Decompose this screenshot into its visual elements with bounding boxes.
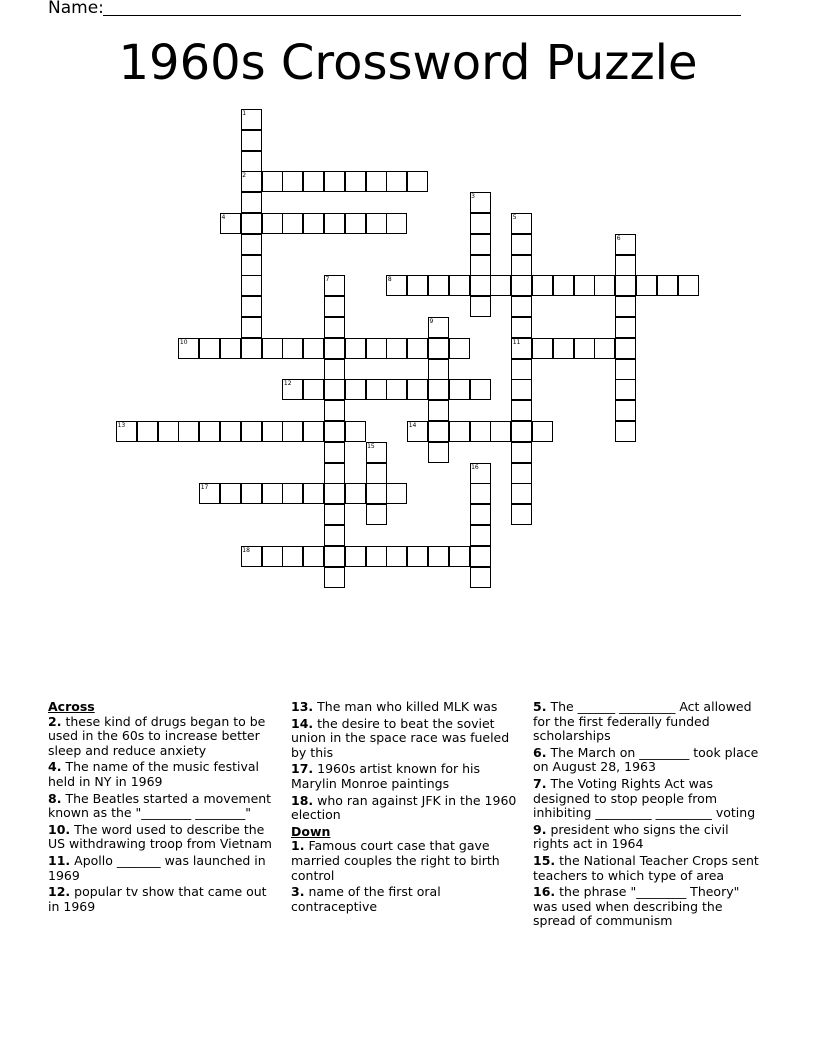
- grid-cell[interactable]: [386, 213, 407, 234]
- grid-cell[interactable]: [386, 338, 407, 359]
- clue-number: 10: [179, 338, 188, 346]
- grid-cell[interactable]: [303, 483, 324, 504]
- down-clue: 9. president who signs the civil rights act in 1964: [533, 821, 729, 852]
- across-clue: 10. The word used to describe the US withdrawing troop from Vietnam: [48, 821, 272, 852]
- grid-cell[interactable]: [282, 213, 303, 234]
- grid-cell[interactable]: [199, 338, 220, 359]
- grid-cell[interactable]: [511, 483, 532, 504]
- clue-number: 2: [242, 172, 247, 180]
- grid-cell[interactable]: [511, 504, 532, 525]
- grid-cell[interactable]: [511, 442, 532, 463]
- clue-number: 5: [512, 214, 517, 221]
- clue-number: 15: [367, 442, 375, 450]
- page-title: 1960s Crossword Puzzle: [118, 35, 698, 91]
- across-heading: Across: [48, 699, 95, 714]
- grid-cell[interactable]: [615, 275, 636, 296]
- clue-number: 11: [512, 338, 521, 346]
- across-clue: 12. popular tv show that came out in 1969: [48, 884, 267, 914]
- grid-cell[interactable]: [324, 171, 345, 192]
- grid-cell[interactable]: [615, 255, 636, 276]
- grid-cell[interactable]: [386, 379, 407, 400]
- grid-cell[interactable]: [511, 234, 532, 255]
- down-clue: 1. Famous court case that gave married couples the right to birth control: [291, 838, 500, 883]
- grid-cell[interactable]: [282, 421, 303, 442]
- grid-cell[interactable]: [407, 338, 428, 359]
- across-clue: 14. the desire to beat the soviet union in the space race was fueled by this: [291, 715, 510, 760]
- grid-cell[interactable]: [366, 483, 387, 504]
- clue-number: 12: [283, 380, 292, 388]
- grid-cell[interactable]: [532, 275, 553, 296]
- grid-cell[interactable]: [511, 379, 532, 400]
- grid-cell[interactable]: [470, 483, 491, 504]
- across-clue: 18. who ran against JFK in the 1960 election: [291, 792, 517, 823]
- grid-cell[interactable]: [470, 504, 491, 525]
- grid-cell[interactable]: [345, 213, 366, 234]
- grid-cell[interactable]: [366, 504, 387, 525]
- grid-cell[interactable]: [615, 421, 636, 442]
- grid-cell[interactable]: [407, 421, 428, 442]
- grid-cell[interactable]: [241, 275, 262, 296]
- grid-cell[interactable]: [241, 213, 262, 234]
- grid-cell[interactable]: [470, 463, 491, 484]
- grid-cell[interactable]: [262, 546, 283, 567]
- grid-cell[interactable]: [324, 567, 345, 588]
- grid-cell[interactable]: [241, 483, 262, 504]
- across-clue: 4. The name of the music festival held in NY in 1969: [48, 759, 260, 789]
- down-clue: 6. The March on ________ took place on August 28, 1963: [533, 744, 759, 775]
- clue-number: 18: [242, 546, 250, 554]
- grid-cell[interactable]: [220, 338, 241, 359]
- grid-cell[interactable]: [262, 171, 283, 192]
- grid-cell[interactable]: [220, 213, 241, 234]
- grid-cell[interactable]: [324, 213, 345, 234]
- grid-cell[interactable]: [511, 400, 532, 421]
- grid-cell[interactable]: [490, 421, 511, 442]
- grid-cell[interactable]: [324, 483, 345, 504]
- grid-cell[interactable]: [511, 213, 532, 234]
- clue-number: 1: [242, 110, 247, 117]
- grid-cell[interactable]: [428, 338, 449, 359]
- grid-cell[interactable]: [428, 317, 449, 338]
- grid-cell[interactable]: [324, 463, 345, 484]
- down-clue: 16. the phrase "________ Theory" was used when describing the spread of communism: [533, 884, 740, 929]
- grid-cell[interactable]: [470, 275, 491, 296]
- grid-cell[interactable]: [241, 421, 262, 442]
- down-clue: 15. the National Teacher Crops sent teachers to which type of area: [533, 852, 759, 883]
- grid-cell[interactable]: [678, 275, 699, 296]
- grid-cell[interactable]: [511, 275, 532, 296]
- grid-cell[interactable]: [345, 483, 366, 504]
- grid-cell[interactable]: [490, 275, 511, 296]
- grid-cell[interactable]: [241, 338, 262, 359]
- grid-cell[interactable]: [282, 546, 303, 567]
- grid-cell[interactable]: [241, 171, 262, 192]
- grid-cell[interactable]: [282, 338, 303, 359]
- clues-column-3: [533, 700, 765, 931]
- down-clue: 5. The ______ _________ Act allowed for the first federally funded scholarships: [533, 699, 752, 744]
- across-clue: 11. Apollo _______ was launched in 1969: [48, 852, 266, 883]
- grid-cell[interactable]: [324, 421, 345, 442]
- grid-cell[interactable]: [345, 421, 366, 442]
- grid-cell[interactable]: [428, 379, 449, 400]
- grid-cell[interactable]: [303, 213, 324, 234]
- grid-cell[interactable]: [449, 338, 470, 359]
- name-label: Name:: [48, 0, 104, 18]
- grid-cell[interactable]: [470, 296, 491, 317]
- across-clue: 8. The Beatles started a movement known as the "________ ________": [48, 790, 272, 821]
- down-clue: 7. The Voting Rights Act was designed to stop people from inhibiting _________ _________ voting: [533, 775, 756, 821]
- grid-cell[interactable]: [532, 421, 553, 442]
- grid-cell[interactable]: [470, 255, 491, 276]
- clues-column-2: [291, 700, 523, 916]
- grid-cell[interactable]: [262, 338, 283, 359]
- grid-cell[interactable]: [282, 171, 303, 192]
- grid-cell[interactable]: [241, 151, 262, 172]
- grid-cell[interactable]: [407, 171, 428, 192]
- grid-cell[interactable]: [470, 567, 491, 588]
- grid-cell[interactable]: [345, 171, 366, 192]
- grid-cell[interactable]: [324, 296, 345, 317]
- grid-cell[interactable]: [511, 296, 532, 317]
- across-clue: 2. these kind of drugs began to be used in the 60s to increase better sleep and reduce anxiety: [48, 713, 266, 758]
- grid-cell[interactable]: [615, 317, 636, 338]
- grid-cell[interactable]: [282, 483, 303, 504]
- grid-cell[interactable]: [262, 213, 283, 234]
- grid-cell[interactable]: [241, 546, 262, 567]
- grid-cell[interactable]: [324, 359, 345, 380]
- grid-cell[interactable]: [366, 546, 387, 567]
- grid-cell[interactable]: [324, 442, 345, 463]
- grid-cell[interactable]: [470, 379, 491, 400]
- grid-cell[interactable]: [324, 338, 345, 359]
- grid-cell[interactable]: [345, 338, 366, 359]
- clue-number: 17: [200, 484, 209, 492]
- grid-cell[interactable]: [657, 275, 678, 296]
- grid-cell[interactable]: [407, 379, 428, 400]
- grid-cell[interactable]: [220, 483, 241, 504]
- grid-cell[interactable]: [241, 296, 262, 317]
- grid-cell[interactable]: [594, 275, 615, 296]
- grid-cell[interactable]: [324, 317, 345, 338]
- grid-cell[interactable]: [532, 338, 553, 359]
- grid-cell[interactable]: [615, 338, 636, 359]
- grid-cell[interactable]: [511, 255, 532, 276]
- grid-cell[interactable]: [615, 379, 636, 400]
- grid-cell[interactable]: [449, 421, 470, 442]
- grid-cell[interactable]: [345, 546, 366, 567]
- grid-cell[interactable]: [470, 234, 491, 255]
- down-clue: 3. name of the first oral contraceptive: [291, 884, 441, 914]
- grid-cell[interactable]: [116, 421, 137, 442]
- grid-cell[interactable]: [511, 317, 532, 338]
- grid-cell[interactable]: [449, 275, 470, 296]
- across-clue: 13. The man who killed MLK was: [291, 699, 498, 714]
- grid-cell[interactable]: [262, 483, 283, 504]
- grid-cell[interactable]: [615, 359, 636, 380]
- grid-cell[interactable]: [511, 463, 532, 484]
- grid-cell[interactable]: [345, 379, 366, 400]
- grid-cell[interactable]: [449, 546, 470, 567]
- grid-cell[interactable]: [636, 275, 657, 296]
- grid-cell[interactable]: [241, 317, 262, 338]
- grid-cell[interactable]: [241, 255, 262, 276]
- grid-cell[interactable]: [428, 442, 449, 463]
- grid-cell[interactable]: [511, 338, 532, 359]
- grid-cell[interactable]: [366, 338, 387, 359]
- grid-cell[interactable]: [615, 400, 636, 421]
- grid-cell[interactable]: [470, 525, 491, 546]
- grid-cell[interactable]: [449, 379, 470, 400]
- clue-number: 8: [387, 276, 392, 284]
- grid-cell[interactable]: [324, 504, 345, 525]
- clue-number: 13: [117, 422, 126, 429]
- grid-cell[interactable]: [324, 546, 345, 567]
- grid-cell[interactable]: [158, 421, 179, 442]
- grid-cell[interactable]: [366, 213, 387, 234]
- grid-cell[interactable]: [386, 546, 407, 567]
- grid-cell[interactable]: [303, 379, 324, 400]
- grid-cell[interactable]: [615, 234, 636, 255]
- grid-cell[interactable]: [407, 546, 428, 567]
- clue-number: 4: [221, 214, 226, 221]
- grid-cell[interactable]: [386, 171, 407, 192]
- grid-cell[interactable]: [178, 338, 199, 359]
- grid-cell[interactable]: [428, 400, 449, 421]
- grid-cell[interactable]: [282, 379, 303, 400]
- grid-cell[interactable]: [137, 421, 158, 442]
- grid-cell[interactable]: [574, 338, 595, 359]
- down-heading: Down: [291, 823, 331, 839]
- grid-cell[interactable]: [220, 421, 241, 442]
- clue-number: 16: [471, 463, 479, 471]
- grid-cell[interactable]: [241, 192, 262, 213]
- clue-number: 6: [616, 234, 621, 242]
- clue-number: 9: [429, 318, 434, 325]
- across-clue: 17. 1960s artist known for his Marylin Monroe paintings: [291, 761, 480, 791]
- grid-cell[interactable]: [615, 296, 636, 317]
- grid-cell[interactable]: [241, 130, 262, 151]
- grid-cell[interactable]: [470, 421, 491, 442]
- clues-column-1: [48, 700, 280, 916]
- grid-cell[interactable]: [199, 483, 220, 504]
- grid-cell[interactable]: [241, 234, 262, 255]
- grid-cell[interactable]: [428, 359, 449, 380]
- grid-cell[interactable]: [511, 421, 532, 442]
- grid-cell[interactable]: [199, 421, 220, 442]
- grid-cell[interactable]: [324, 525, 345, 546]
- grid-cell[interactable]: [324, 379, 345, 400]
- grid-cell[interactable]: [366, 442, 387, 463]
- grid-cell[interactable]: [553, 338, 574, 359]
- grid-cell[interactable]: [386, 483, 407, 504]
- grid-cell[interactable]: [324, 400, 345, 421]
- grid-cell[interactable]: [386, 275, 407, 296]
- grid-cell[interactable]: [303, 338, 324, 359]
- grid-cell[interactable]: [428, 546, 449, 567]
- grid-cell[interactable]: [303, 421, 324, 442]
- grid-cell[interactable]: [511, 359, 532, 380]
- clue-number: 3: [471, 193, 475, 201]
- grid-cell[interactable]: [178, 421, 199, 442]
- grid-cell[interactable]: [428, 421, 449, 442]
- grid-cell[interactable]: [470, 192, 491, 213]
- grid-cell[interactable]: [470, 546, 491, 567]
- grid-cell[interactable]: [241, 109, 262, 130]
- clue-number: 14: [408, 422, 417, 429]
- grid-cell[interactable]: [366, 379, 387, 400]
- grid-cell[interactable]: [366, 463, 387, 484]
- grid-cell[interactable]: [303, 171, 324, 192]
- grid-cell[interactable]: [262, 421, 283, 442]
- grid-cell[interactable]: [303, 546, 324, 567]
- grid-cell[interactable]: [553, 275, 574, 296]
- grid-cell[interactable]: [594, 338, 615, 359]
- clue-number: 7: [325, 276, 330, 284]
- grid-cell[interactable]: [428, 275, 449, 296]
- grid-cell[interactable]: [366, 171, 387, 192]
- grid-cell[interactable]: [324, 275, 345, 296]
- grid-cell[interactable]: [470, 213, 491, 234]
- grid-cell[interactable]: [407, 275, 428, 296]
- grid-cell[interactable]: [574, 275, 595, 296]
